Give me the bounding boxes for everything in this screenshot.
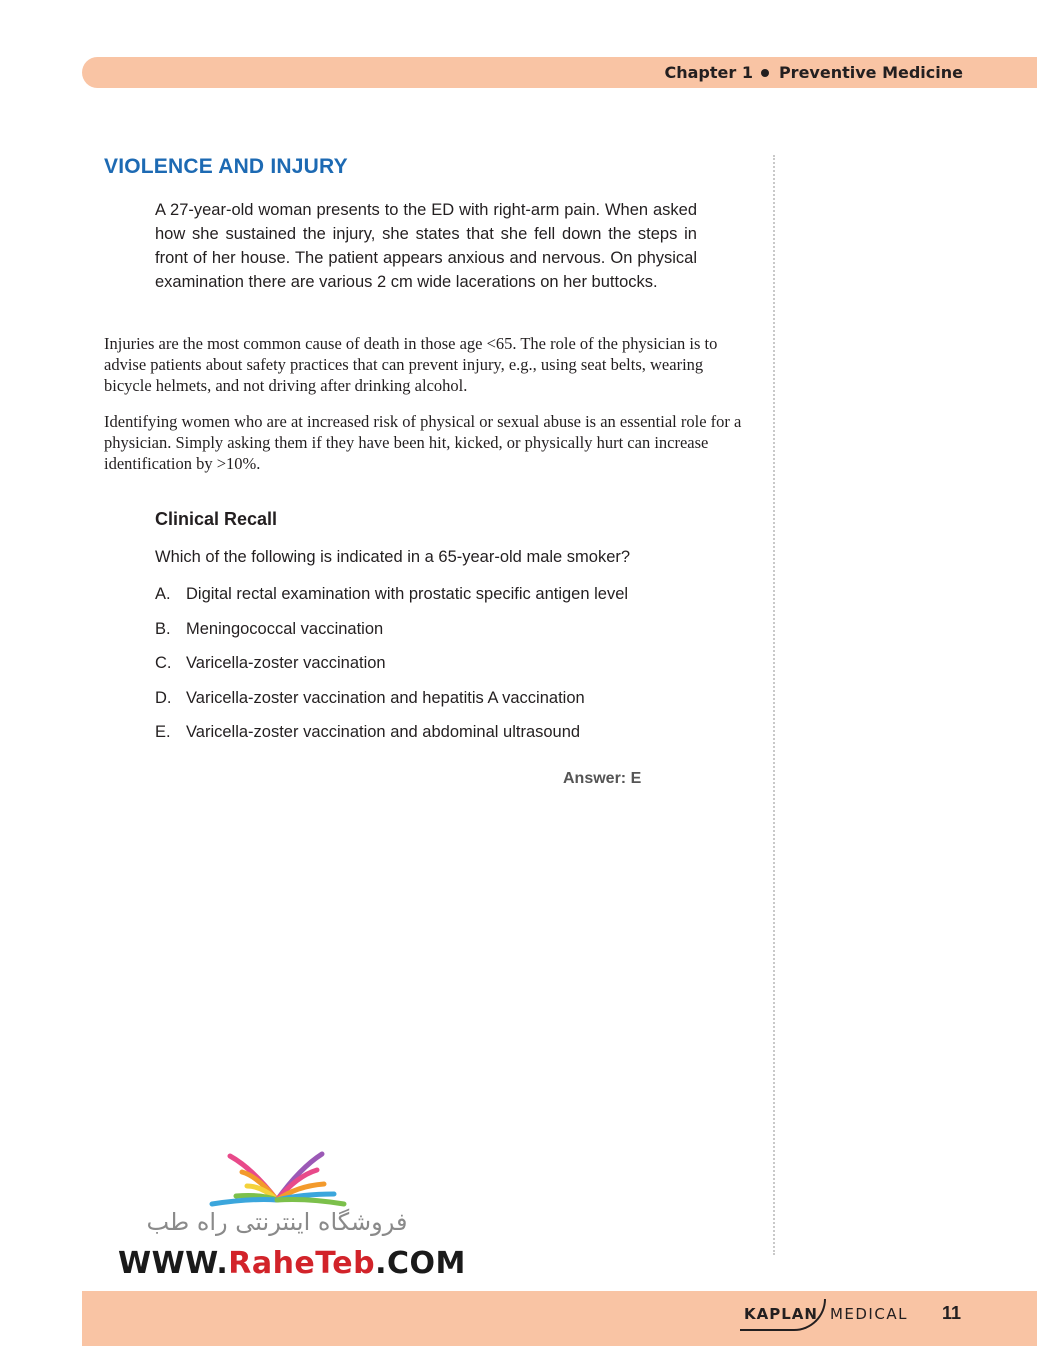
answer-options [155, 585, 628, 758]
watermark-persian-text: فروشگاه اینترنتی راه طب [146, 1208, 408, 1236]
option-text: Varicella-zoster vaccination [186, 654, 386, 672]
page-number: 11 [942, 1303, 962, 1323]
option-letter: A. [155, 585, 171, 603]
url-suffix: .COM [375, 1246, 466, 1281]
body-paragraph: Injuries are the most common cause of death in those age <65. The role of the physician is to advise patients about safety practices that can prevent injury, e.g., using seat belts, wearing bicycle helmets, and not driving after drinking alcohol. [104, 334, 718, 395]
answer-option [155, 689, 628, 724]
footer-bar [82, 1291, 1037, 1346]
answer-key: Answer: E [563, 770, 642, 787]
watermark [112, 1148, 466, 1283]
brand-suffix: MEDICAL [829, 1305, 908, 1323]
option-letter: E. [155, 723, 171, 741]
chapter-title: Preventive Medicine [778, 63, 963, 82]
answer-option [155, 585, 628, 620]
clinical-recall-title: Clinical Recall [155, 509, 278, 529]
watermark-url [118, 1246, 466, 1281]
brand-name: KAPLAN [744, 1305, 818, 1323]
section-title: VIOLENCE AND INJURY [104, 155, 348, 178]
url-prefix: WWW. [118, 1246, 229, 1281]
option-letter: B. [155, 619, 171, 638]
open-book-logo-icon [112, 1148, 452, 1208]
answer-option [155, 654, 628, 689]
option-text: Varicella-zoster vaccination and hepatitis A vaccination [186, 688, 585, 707]
margin-divider [773, 155, 775, 1255]
url-brand: RaheTeb [228, 1246, 376, 1281]
bullet-dot-icon [761, 69, 769, 77]
body-paragraph: Identifying women who are at increased risk of physical or sexual abuse is an essential role for a physician. Simply asking them if they have been hit, kicked, or physically hurt can increase identification by >10%. [104, 412, 742, 473]
answer-option [155, 620, 628, 655]
option-letter: C. [155, 654, 172, 672]
option-letter: D. [155, 688, 172, 707]
publisher-logo [744, 1305, 908, 1323]
option-text: Digital rectal examination with prostatic specific antigen level [186, 585, 629, 603]
answer-option [155, 723, 628, 758]
option-text: Varicella-zoster vaccination and abdominal ultrasound [186, 723, 581, 741]
running-header [664, 63, 963, 82]
kaplan-wordmark [744, 1305, 818, 1323]
clinical-recall-question: Which of the following is indicated in a 65-year-old male smoker? [155, 548, 631, 566]
kaplan-arc-icon [740, 1299, 826, 1331]
option-text: Meningococcal vaccination [186, 619, 384, 638]
chapter-label: Chapter 1 [664, 63, 753, 82]
header-bar [82, 57, 1037, 88]
case-vignette: A 27-year-old woman presents to the ED with right-arm pain. When asked how she sustained the injury, she states that she fell down the steps in front of her house. The patient appears anxious and nervous. On physical examination there are various 2 cm wide lacerations on her buttocks. [155, 201, 697, 291]
